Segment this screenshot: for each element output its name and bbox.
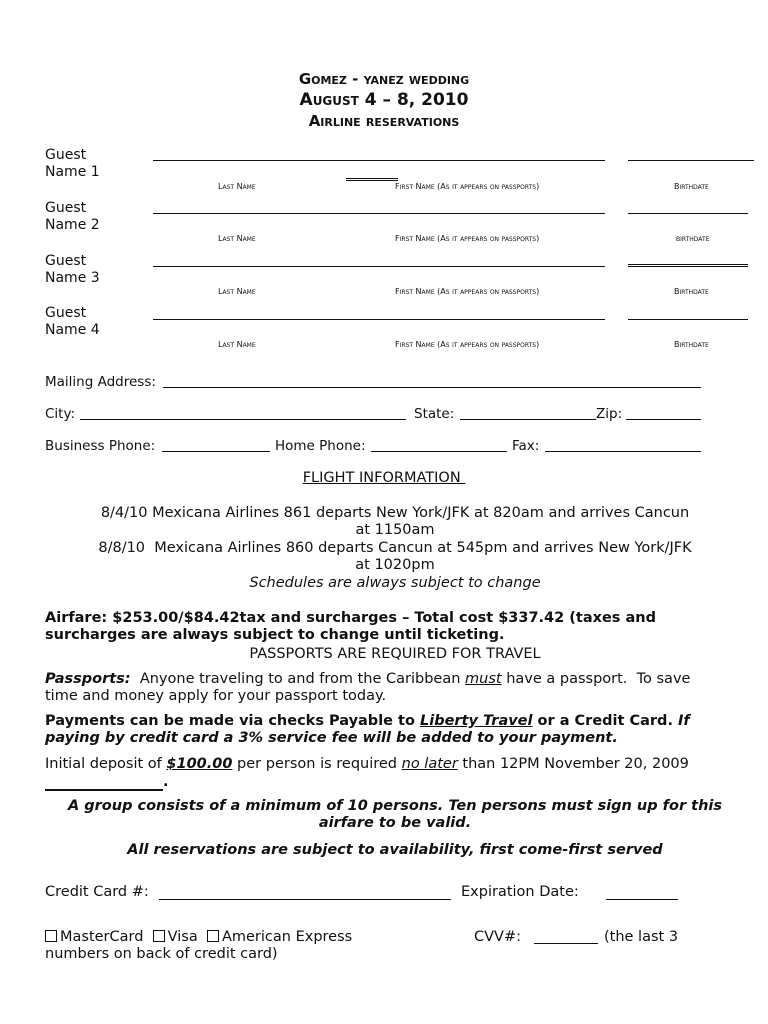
deposit-paragraph: Initial deposit of $100.00 per person is required no later than 12PM November 20, 2009 [45,756,689,772]
expiration-field[interactable] [606,899,678,900]
passports-paragraph: Passports: Anyone traveling to and from the Caribbean must have a passport. To save time and money apply for your passport today. [45,671,691,704]
birthdate-caption: Birthdate [674,340,709,349]
amex-label: American Express [221,929,353,945]
cvv-field[interactable] [534,943,598,944]
document-title: Gomez - yanez wedding [298,70,470,88]
flight-return: 8/8/10 Mexicana Airlines 860 departs Cancun at 545pm and arrives New York/JFK at 1020pm [98,540,692,573]
zip-label: Zip: [596,406,623,422]
guest-label-3: Guest Name 3 [45,253,100,286]
guest-3-birthdate-line[interactable] [628,264,748,267]
group-requirement: A group consists of a minimum of 10 persons. Ten persons must sign up for this airfare to be valid. [67,798,722,831]
guest-1-separator-mark [346,178,398,181]
first-name-caption: First Name (As it appears on passports) [395,182,540,191]
flight-information-heading: FLIGHT INFORMATION [302,470,466,486]
guest-4-name-line[interactable] [153,319,605,320]
first-name-caption: First Name (As it appears on passports) [395,234,540,243]
cvv-note: (the last 3 [604,929,679,945]
credit-card-field[interactable] [159,899,451,900]
amex-checkbox[interactable] [207,930,219,942]
guest-label-4: Guest Name 4 [45,305,100,338]
guest-label-1: Guest Name 1 [45,147,100,180]
state-label: State: [414,406,455,422]
business-phone-label: Business Phone: [45,438,156,454]
guest-1-birthdate-line[interactable] [628,160,754,161]
fax-label: Fax: [512,438,540,454]
birthdate-caption: Birthdate [674,287,709,296]
document-subtitle: Airline reservations [308,112,460,130]
last-name-caption: Last Name [218,182,256,191]
airfare-text: Airfare: $253.00/$84.42tax and surcharges – Total cost $337.42 (taxes and surcharges are always subject to change until ticketing. [45,610,656,643]
payments-paragraph: Payments can be made via checks Payable to Liberty Travel or a Credit Card. If paying by credit card a 3% service fee will be added to your payment. [45,713,690,746]
event-dates: August 4 – 8, 2010 [299,90,469,110]
city-label: City: [45,406,76,422]
deposit-trailing-period: . [163,774,169,790]
guest-2-birthdate-line[interactable] [628,213,748,214]
last-name-caption: Last Name [218,287,256,296]
guest-3-name-line[interactable] [153,266,605,267]
business-phone-field[interactable] [162,451,270,452]
deposit-signature-line[interactable] [45,789,163,791]
mastercard-label: MasterCard [60,929,144,945]
guest-1-name-line[interactable] [153,160,605,161]
last-name-caption: Last Name [218,340,256,349]
mailing-address-label: Mailing Address: [45,374,156,390]
cvv-note-continued: numbers on back of credit card) [45,946,278,962]
flight-outbound: 8/4/10 Mexicana Airlines 861 departs New York/JFK at 820am and arrives Cancun at 1150am [100,505,690,538]
first-name-caption: First Name (As it appears on passports) [395,287,540,296]
guest-4-birthdate-line[interactable] [628,319,748,320]
city-field[interactable] [80,419,406,420]
birthdate-caption: Birthdate [674,182,709,191]
guest-2-name-line[interactable] [153,213,605,214]
cvv-label: CVV#: [474,929,521,945]
state-field[interactable] [460,419,596,420]
visa-checkbox[interactable] [153,930,165,942]
home-phone-field[interactable] [371,451,507,452]
availability-notice: All reservations are subject to availability, first come-first served [127,842,663,858]
home-phone-label: Home Phone: [275,438,366,454]
guest-label-2: Guest Name 2 [45,200,100,233]
birthdate-caption: birthdate [676,234,710,243]
mailing-address-field[interactable] [163,387,701,388]
zip-field[interactable] [626,419,701,420]
schedule-note: Schedules are always subject to change [249,575,541,591]
card-type-options [45,929,352,946]
last-name-caption: Last Name [218,234,256,243]
mastercard-checkbox[interactable] [45,930,57,942]
fax-field[interactable] [545,451,701,452]
first-name-caption: First Name (As it appears on passports) [395,340,540,349]
passports-required-notice: PASSPORTS ARE REQUIRED FOR TRAVEL [249,646,541,662]
credit-card-label: Credit Card #: [45,884,149,900]
expiration-label: Expiration Date: [461,884,579,900]
visa-label: Visa [167,929,198,945]
